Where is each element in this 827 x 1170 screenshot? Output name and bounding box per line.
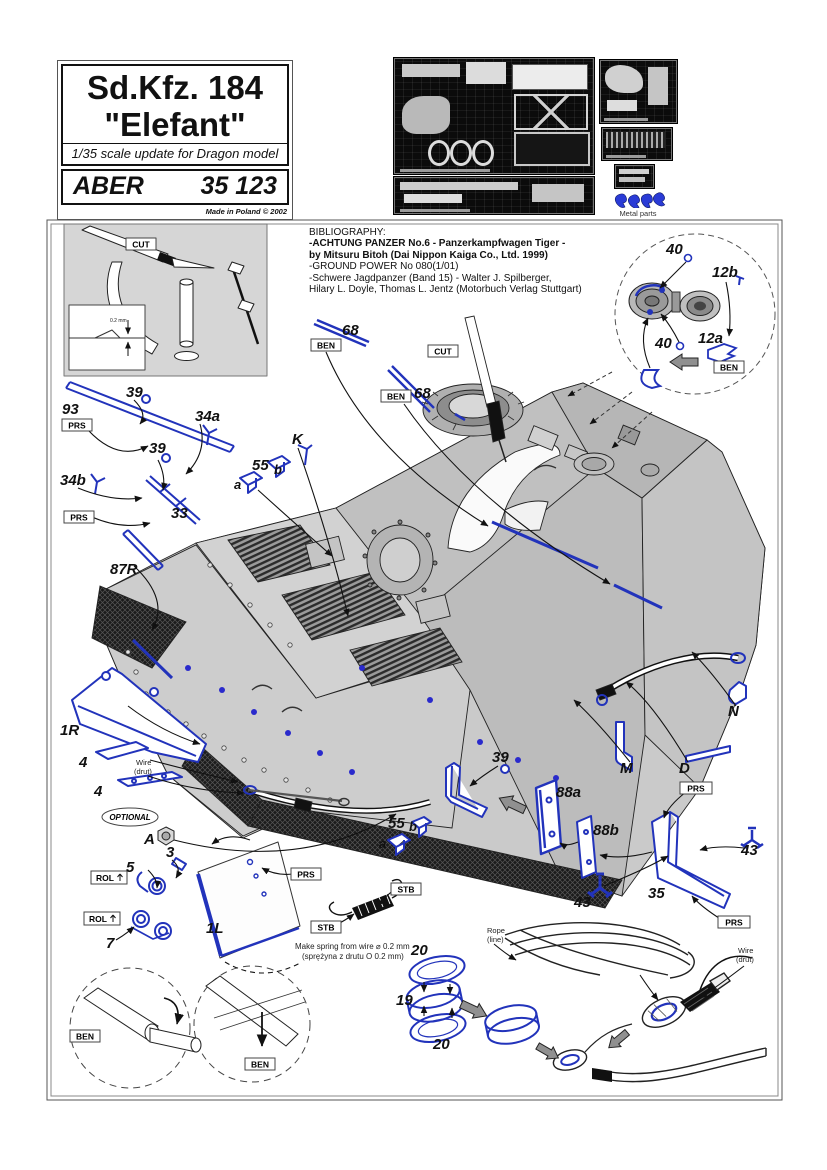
svg-text:PRS: PRS [297,869,315,880]
bolt-part-40 [685,255,692,262]
label-12b: 12b [712,264,738,281]
block-arrow [670,354,698,370]
label-39: 39 [492,749,509,766]
label-35: 35 [648,885,665,902]
label-12a: 12a [698,330,724,347]
cut-tag [428,345,458,357]
svg-text:BEN: BEN [76,1031,94,1042]
label-33: 33 [171,505,188,522]
svg-text:CUT: CUT [434,346,452,357]
rol-tag [91,871,127,884]
label-a: a [379,836,387,851]
prs-tag [680,782,712,794]
svg-text:BEN: BEN [387,391,405,402]
kit-variant: "Elefant" [104,105,246,143]
stb-tag [311,921,341,933]
label-55: 55 [252,457,269,474]
label-34a: 34a [195,408,221,425]
label-39: 39 [149,440,166,457]
bibliography-title: BIBLIOGRAPHY: [309,227,386,238]
label-19: 19 [396,992,413,1009]
part-1L [198,842,300,958]
ben-tag [70,1030,100,1042]
label-34b: 34b [60,472,86,489]
spring-note: (sprężyna z drutu O 0.2 mm) [302,952,404,961]
label-20: 20 [433,1036,450,1053]
bibliography-line: -ACHTUNG PANZER No.6 - Panzerkampfwagen Tiger - [309,238,566,250]
svg-text:PRS: PRS [725,917,743,928]
label-68: 68 [342,322,359,339]
label-4: 4 [79,754,88,771]
svg-text:OPTIONAL: OPTIONAL [109,813,151,822]
optional-tag [102,808,158,826]
bolt-part-40 [677,343,684,350]
svg-text:PRS: PRS [687,783,705,794]
part-55a [240,472,262,493]
label-M: M [620,760,633,777]
ben-tag [311,339,341,351]
cut-tag: CUT [132,239,150,250]
svg-text:STB: STB [317,922,335,933]
cutting-diagram-inset [64,224,267,376]
label-68: 68 [414,385,431,402]
label-87R: 87R [110,561,138,578]
finished-rope [592,1048,766,1082]
label-93: 93 [62,401,79,418]
svg-text:PRS: PRS [70,512,88,523]
bibliography-line: -Schwere Jagdpanzer (Band 15) - Walter J. Spilberger, [309,272,552,284]
label-N: N [728,703,739,720]
svg-text:ROL: ROL [89,914,107,924]
label-b: b [409,819,417,834]
ben-tag: BEN [720,362,738,373]
label-88a: 88a [556,784,582,801]
label-a: a [234,477,242,492]
ben-tag [381,390,411,402]
bibliography-line: by Mitsuru Bitoh (Dai Nippon Kaiga Co., Ltd. 1999) [309,249,548,261]
prs-tag [291,868,321,880]
prs-tag [718,916,750,928]
label-D: D [679,760,690,777]
label-b: b [274,462,282,477]
rope-drawings [505,923,766,1082]
label-40: 40 [666,241,683,258]
prs-tag [64,511,94,523]
svg-text:BEN: BEN [251,1059,269,1070]
kit-title: Sd.Kfz. 184 [86,69,264,106]
measure-label: 0.2 mm [110,318,127,324]
brand-name: ABER [73,172,144,201]
label-55: 55 [388,815,405,832]
product-code: 35 123 [200,172,277,201]
spring-note: Make spring from wire ⌀ 0.2 mm [295,942,410,951]
label-43: 43 [741,842,758,859]
label-39: 39 [126,384,143,401]
label-4: 4 [94,783,103,800]
wire-note: Wire [136,758,152,767]
cupola [422,384,524,436]
wire-note: Wire [738,946,754,955]
metal-parts-caption: Metal parts [619,209,657,218]
svg-text:STB: STB [397,884,415,895]
stb-tag [391,883,421,895]
rope-note: Rope [487,926,505,935]
wire-note: (drut) [736,955,754,964]
label-1R: 1R [60,722,80,739]
label-88b: 88b [593,822,619,839]
ben-tag [245,1058,275,1070]
label-7: 7 [106,935,115,952]
part-4 [96,742,148,759]
part-39 [501,765,509,773]
label-40: 40 [655,335,672,352]
rol-tag [84,912,120,925]
bibliography-line: Hilary L. Doyle, Thomas L. Jentz (Motorbuch Verlag Stuttgart) [309,283,582,295]
part-34b [91,474,105,494]
rings-20-19-20 [404,951,541,1048]
wire-note: (drut) [134,767,152,776]
label-A: A [144,831,155,848]
part-39 [142,395,150,403]
wheel-detail-inset [615,234,775,394]
label-20: 20 [411,942,428,959]
blue-clamp-part [641,370,660,388]
label-K: K [292,431,303,448]
label-3: 3 [166,844,175,861]
prs-tag [62,419,92,431]
label-1L: 1L [206,920,224,937]
svg-text:ROL: ROL [96,873,114,883]
wrapped-rope-eye [638,956,752,1033]
made-in-note: Made in Poland © 2002 [205,207,287,217]
svg-text:PRS: PRS [68,420,86,431]
part-A-nut [158,827,174,845]
label-43: 43 [574,894,591,911]
svg-text:BEN: BEN [317,340,335,351]
label-5: 5 [126,859,135,876]
rope-note: (line) [487,935,504,944]
kit-subtitle: 1/35 scale update for Dragon model [63,143,287,164]
bibliography-line: -GROUND POWER No 080(1/01) [309,261,459,273]
